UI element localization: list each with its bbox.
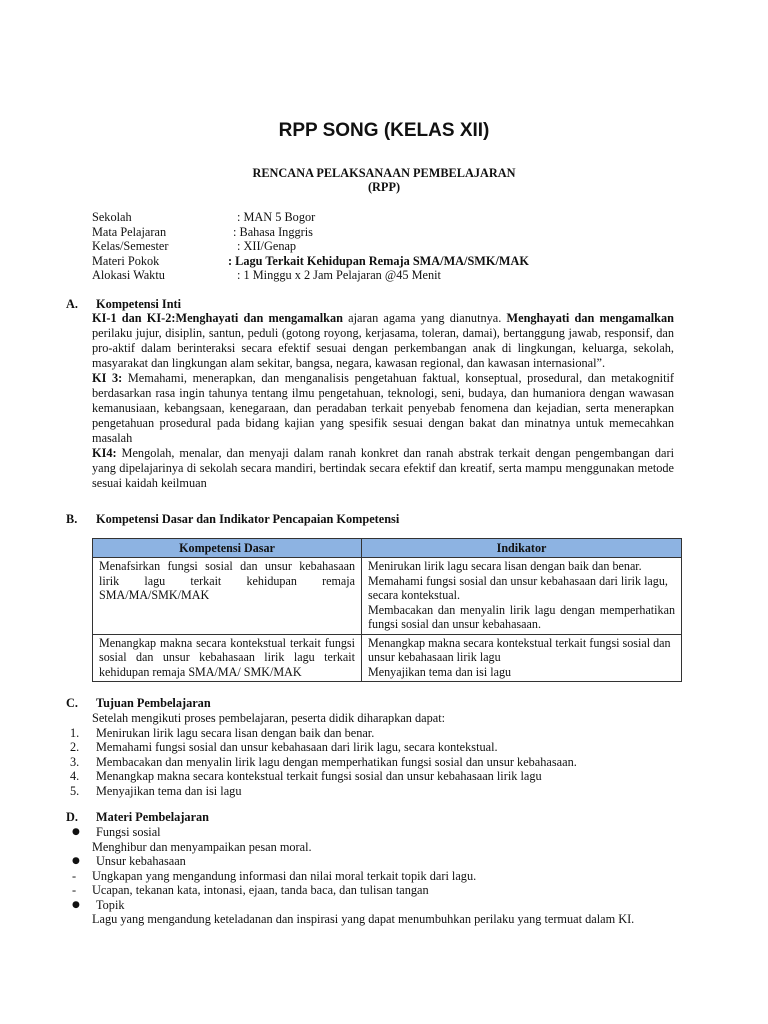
info-label: Mata Pelajaran (92, 224, 167, 239)
item-text: Membacakan dan menyalin lirik lagu dengan memperhatikan fungsi sosial dan unsur kebahasaan. (96, 754, 577, 769)
indikator-item: Menyajikan tema dan isi lagu (368, 664, 512, 679)
indikator-item: Menangkap makna secara kontekstual terkait fungsi sosial dan unsur kebahasaan lirik lagu (368, 635, 671, 664)
item-number: 2. (70, 740, 80, 754)
ki-1-2-bold-1: Menghayati dan mengamalkan (175, 311, 343, 325)
item-description: Lagu yang mengandung keteladanan dan inspirasi yang dapat menumbuhkan perilaku yang termuat dalam KI. (92, 912, 635, 926)
item-number: 1. (70, 725, 80, 740)
section-letter: C. (66, 696, 78, 710)
indikator-item: Menirukan lirik lagu secara lisan dengan baik dan benar. (368, 559, 642, 573)
info-value: : Lagu Terkait Kehidupan Remaja SMA/MA/SMK/MAK (228, 253, 529, 268)
kd-cell: Menafsirkan fungsi sosial dan unsur kebahasaan lirik lagu terkait kehidupan remaja SMA/MA/SMK/MAK (93, 558, 362, 635)
ki-4-text: Mengolah, menalar, dan menyaji dalam ranah konkret dan ranah abstrak terkait dengan pengembangan dari yang dipelajarinya di sekolah secara mandiri, bertindak secara efektif dan kreatif, serta mampu menggunakan metode sesuai kaidah keilmuan (92, 446, 674, 490)
item-text: Memahami fungsi sosial dan unsur kebahasaan dari lirik lagu, secara kontekstual. (96, 740, 498, 754)
list-item (66, 726, 686, 741)
kd-indikator-table (92, 538, 682, 682)
column-header-kompetensi-dasar: Kompetensi Dasar (93, 539, 362, 558)
list-item (66, 825, 686, 840)
item-text: Menyajikan tema dan isi lagu (96, 783, 242, 798)
item-text: Ungkapan yang mengandung informasi dan nilai moral terkait topik dari lagu. (92, 868, 477, 883)
list-item (66, 784, 686, 799)
info-label: Alokasi Waktu (92, 268, 165, 282)
column-header-indikator: Indikator (362, 539, 682, 558)
section-letter: A. (66, 297, 78, 311)
section-d-heading (66, 810, 209, 825)
item-text: Unsur kebahasaan (96, 854, 186, 868)
section-b-heading (66, 512, 399, 527)
item-number: 5. (70, 783, 80, 798)
tujuan-list (66, 711, 686, 798)
ki-1-2-text-1: ajaran agama yang dianutnya. (343, 311, 507, 325)
info-row (92, 239, 652, 254)
item-text: Menirukan lirik lagu secara lisan dengan baik dan benar. (96, 725, 375, 740)
info-row (92, 210, 652, 225)
item-number: 3. (70, 754, 80, 769)
info-value: : MAN 5 Bogor (237, 210, 316, 224)
document-title: RPP SONG (KELAS XII) (278, 120, 490, 141)
info-label: Materi Pokok (92, 253, 160, 268)
section-title: Materi Pembelajaran (96, 810, 210, 824)
list-item (66, 769, 686, 784)
materi-list (66, 825, 686, 927)
item-number: 4. (70, 769, 80, 783)
identity-block (92, 210, 652, 283)
section-letter: B. (66, 512, 78, 526)
ki-4-paragraph (92, 446, 674, 491)
ki-3-paragraph (92, 371, 674, 446)
info-value: : XII/Genap (237, 239, 297, 253)
table-row (93, 558, 682, 635)
subtitle-line-1: RENCANA PELAKSANAAN PEMBELAJARAN (252, 166, 516, 180)
item-text: Ucapan, tekanan kata, intonasi, ejaan, tanda baca, dan tulisan tangan (92, 883, 429, 897)
section-title: Kompetensi Dasar dan Indikator Pencapaian Kompetensi (96, 512, 400, 526)
list-item (66, 883, 686, 898)
tujuan-intro: Setelah mengikuti proses pembelajaran, peserta didik diharapkan dapat: (92, 711, 446, 725)
kd-cell: Menangkap makna secara kontekstual terkait fungsi sosial dan unsur kebahasaan lirik lagu terkait kehidupan remaja SMA/MA/ SMK/MAK (93, 634, 362, 682)
ki-1-2-paragraph (92, 311, 674, 371)
info-row (92, 268, 652, 283)
list-item (66, 854, 686, 869)
list-item (66, 755, 686, 770)
section-a-heading (66, 297, 181, 312)
ki-3-text: Memahami, menerapkan, dan menganalisis pengetahuan faktual, konseptual, prosedural, dan metakognitif berdasarkan rasa ingin tahunya tentang ilmu pengetahuan, teknologi, seni, budaya, dan humaniora dengan wawasan kemanusiaan, kebangsaan, kenegaraan, dan peradaban terkait penyebab fenomena dan kejadian, serta menerapkan pengetahuan prosedural pada bidang kajian yang spesifik sesuai dengan bakat dan minatnya untuk memecahkan masalah (92, 371, 674, 445)
document-subtitle (0, 166, 768, 194)
info-value: : 1 Minggu x 2 Jam Pelajaran @45 Menit (237, 268, 441, 282)
info-label: Sekolah (92, 210, 132, 224)
indikator-item: Membacakan dan menyalin lirik lagu dengan memperhatikan fungsi sosial dan unsur kebahasaan. (368, 602, 675, 631)
info-label: Kelas/Semester (92, 239, 169, 253)
ki-4-label: KI4: (92, 446, 117, 460)
info-row (92, 225, 652, 240)
dash-icon: - (72, 883, 77, 897)
kompetensi-inti-block (92, 311, 674, 491)
item-text: Fungsi sosial (96, 825, 161, 839)
subtitle-line-2: (RPP) (367, 180, 401, 194)
item-description: Menghibur dan menyampaikan pesan moral. (92, 839, 312, 854)
section-title: Tujuan Pembelajaran (96, 696, 211, 710)
indikator-item: Memahami fungsi sosial dan unsur kebahasaan dari lirik lagu, secara kontekstual. (368, 573, 668, 602)
bullet-icon: ● (72, 856, 80, 866)
ki-1-2-bold-2: Menghayati dan mengamalkan (506, 311, 675, 325)
table-header-row (93, 539, 682, 558)
ki-1-2-text-2: perilaku jujur, disiplin, santun, peduli (gotong royong, kerjasama, toleran, damai), bertanggung jawab, responsif, dan pro-aktif dalam berinteraksi secara efektif sesuai dengan perkembangan anak di lingkungan, keluarga, sekolah, masyarakat dan lingkungan alam sekitar, bangsa, negara, kawasan regional, dan kawasan internasional”. (92, 326, 674, 370)
table-row (93, 634, 682, 682)
list-item (66, 740, 686, 755)
section-title: Kompetensi Inti (96, 297, 182, 311)
bullet-icon: ● (72, 827, 80, 837)
item-text: Topik (96, 897, 125, 912)
list-item (66, 898, 686, 913)
bullet-icon: ● (72, 899, 80, 910)
dash-icon: - (72, 868, 77, 883)
item-text: Menangkap makna secara kontekstual terkait fungsi sosial dan unsur kebahasaan lirik lagu (96, 769, 542, 783)
section-letter: D. (66, 810, 78, 824)
indikator-cell (362, 558, 682, 635)
ki-3-label: KI 3: (92, 371, 123, 385)
info-value: : Bahasa Inggris (233, 224, 313, 239)
info-row (92, 254, 652, 269)
indikator-cell (362, 634, 682, 682)
list-item (66, 869, 686, 884)
ki-1-2-label: KI-1 dan KI-2: (92, 311, 176, 325)
section-c-heading (66, 696, 211, 711)
